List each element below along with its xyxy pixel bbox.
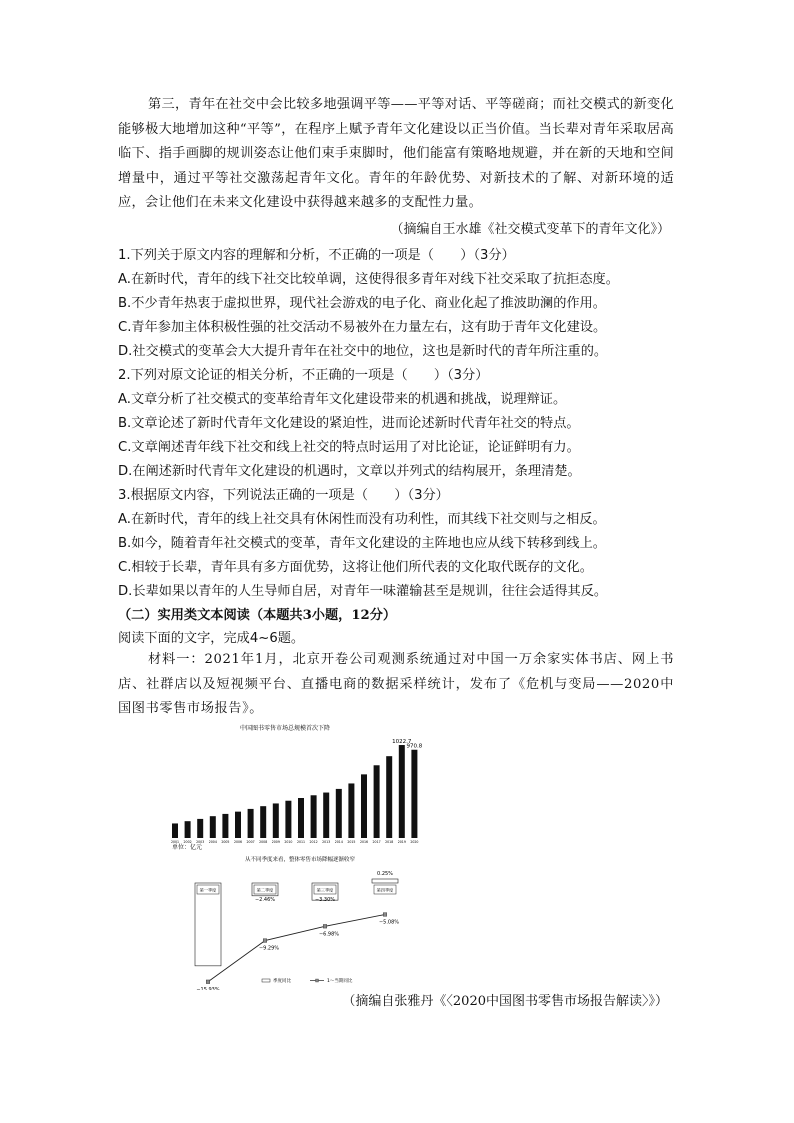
chart-unit-label: 单位：亿元	[172, 844, 203, 851]
question-1-stem: 1.下列关于原文内容的理解和分析，不正确的一项是（ ）（3分）	[118, 248, 515, 263]
cumulative-line	[208, 914, 385, 981]
bar-2009	[273, 803, 279, 838]
x-tick-label: 2018	[385, 840, 394, 844]
bar-2013	[323, 793, 329, 838]
quarter-label: 第二季度	[256, 887, 274, 893]
bar-2003	[197, 819, 203, 838]
x-tick-label: 2008	[259, 840, 268, 844]
x-tick-label: 2007	[246, 840, 255, 844]
bar-2014	[336, 789, 342, 838]
question-3-stem: 3.根据原文内容，下列说法正确的一项是（ ）（3分）	[118, 488, 449, 503]
legend-label: 1～当期同比	[327, 979, 353, 984]
x-tick-label: 2020	[410, 840, 419, 844]
bar-2004	[210, 816, 216, 838]
question-2-option-b: B.文章论述了新时代青年文化建设的紧迫性，进而论述新时代青年社交的特点。	[118, 416, 580, 431]
quarter-label: 第三季度	[316, 887, 334, 893]
question-2-stem: 2.下列对原文论证的相关分析，不正确的一项是（ ）（3分）	[118, 368, 489, 383]
bar-2001	[172, 823, 178, 838]
question-2-option-d: D.在阐述新时代青年文化建设的机遇时，文章以并列式的结构展开，条理清楚。	[118, 464, 581, 479]
bar-2018	[386, 756, 392, 838]
x-tick-label: 2006	[233, 840, 243, 844]
bar-chart-total-market	[160, 718, 440, 853]
bar-2015	[348, 783, 354, 838]
quarter-value-label: −2.46%	[254, 897, 276, 903]
chart-title: 从不同季度来看，整体零售市场降幅逐渐收窄	[244, 857, 356, 863]
x-tick-label: 2001	[170, 840, 180, 844]
bar-2017	[374, 765, 380, 838]
x-tick-label: 2014	[334, 840, 343, 844]
quarter-bar	[372, 879, 398, 883]
cumulative-value-label: −9.29%	[258, 945, 280, 952]
bar-2002	[185, 821, 191, 838]
question-3-option-d: D.长辈如果以青年的人生导师自居，对青年一味灌输甚至是规训，往往会适得其反。	[118, 584, 608, 599]
quarter-label: 第一季度	[199, 887, 217, 893]
bar-2006	[235, 812, 241, 838]
data-label: 970.8	[406, 743, 423, 750]
chart-title: 中国图书零售市场总规模首次下降	[239, 725, 331, 732]
cumulative-point	[206, 980, 210, 984]
question-3-option-a: A.在新时代，青年的线上社交具有休闲性而没有功利性，而其线下社交则与之相反。	[118, 512, 606, 527]
bar-2010	[285, 801, 291, 838]
x-tick-label: 2019	[397, 840, 406, 844]
x-tick-label: 2004	[208, 840, 217, 844]
bar-2007	[248, 809, 254, 838]
passage-source: （摘编自王水雄《社交模式变革下的青年文化》）	[390, 222, 670, 237]
bar-2019	[399, 745, 405, 838]
bar-2008	[260, 806, 266, 838]
cumulative-point	[323, 924, 327, 928]
quarter-bar	[195, 883, 221, 966]
legend-label: 季度同比	[273, 979, 291, 984]
quarter-value-label: −3.30%	[314, 897, 336, 903]
question-2-option-c: C.文章阐述青年线下社交和线上社交的特点时运用了对比论证，论证鲜明有力。	[118, 440, 580, 455]
question-1-option-a: A.在新时代，青年的线下社交比较单调，这使得很多青年对线下社交采取了抗拒态度。	[118, 272, 619, 287]
x-tick-label: 2017	[372, 840, 381, 844]
x-tick-label: 2010	[284, 840, 293, 844]
x-tick-label: 2002	[183, 840, 192, 844]
data-label: 1022.7	[392, 739, 412, 746]
cumulative-value-label: −5.08%	[378, 919, 400, 926]
question-3-option-c: C.相较于长辈，青年具有多方面优势，这将让他们所代表的文化取代既存的文化。	[118, 560, 593, 575]
legend-marker	[316, 979, 319, 982]
legend-swatch-quarterly	[262, 979, 270, 982]
x-tick-label: 2015	[347, 840, 356, 844]
material-one: 材料一：2021年1月，北京开卷公司观测系统通过对中国一万余家实体书店、网上书店、社群店以及短视频平台、直播电商的数据采样统计，发布了《危机与变局——2020中国图书零售市场报告》。	[118, 652, 674, 716]
cumulative-value-label: −15.93%	[196, 986, 220, 990]
cumulative-point	[263, 939, 267, 943]
x-tick-label: 2016	[359, 840, 369, 844]
bar-2005	[222, 814, 228, 838]
question-1-option-c: C.青年参加主体积极性强的社交活动不易被外在力量左右，这有助于青年文化建设。	[118, 320, 607, 335]
question-1-option-d: D.社交模式的变革会大大提升青年在社交中的地位，这也是新时代的青年所注重的。	[118, 344, 608, 359]
question-1-option-b: B.不少青年热衷于虚拟世界，现代社会游戏的电子化、商业化起了推波助澜的作用。	[118, 296, 606, 311]
passage-paragraph: 第三，青年在社交中会比较多地强调平等——平等对话、平等磋商；而社交模式的新变化能够极大地增加这种“平等”，在程序上赋予青年文化建设以正当价值。当长辈对青年采取居高临下、指手画脚的规训姿态让他们束手束脚时，他们能富有策略地规避，并在新的天地和空间增量中，通过平等社交激荡起青年文化。青年的年龄优势、对新技术的了解、对新环境的适应，会让他们在未来文化建设中获得越来越多的支配性力量。	[118, 97, 675, 210]
bar-2012	[311, 795, 317, 838]
quarter-value-label: 0.25%	[377, 871, 393, 877]
bar-2016	[361, 774, 367, 838]
bar-2020	[411, 750, 417, 838]
x-tick-label: 2013	[322, 840, 331, 844]
cumulative-point	[383, 913, 387, 917]
quarter-label: 第四季度	[376, 887, 394, 893]
x-tick-label: 2003	[196, 840, 205, 844]
question-2-option-a: A.文章分析了社交模式的变革给青年文化建设带来的机遇和挑战，说理辩证。	[118, 392, 567, 407]
bar-2011	[298, 798, 304, 838]
material-source: （摘编自张雅丹《〈2020中国图书零售市场报告解读〉》）	[342, 994, 668, 1009]
x-tick-label: 2005	[221, 840, 230, 844]
x-tick-label: 2012	[309, 840, 318, 844]
x-tick-label: 2009	[271, 840, 280, 844]
x-tick-label: 2011	[296, 840, 306, 844]
section-heading: （二）实用类文本阅读（本题共3小题，12分）	[118, 608, 397, 623]
quarterly-chart	[190, 855, 430, 990]
question-3-option-b: B.如今，随着青年社交模式的变革，青年文化建设的主阵地也应从线下转移到线上。	[118, 536, 606, 551]
section-instruction: 阅读下面的文字，完成4~6题。	[118, 631, 305, 646]
cumulative-value-label: −6.98%	[318, 931, 340, 938]
